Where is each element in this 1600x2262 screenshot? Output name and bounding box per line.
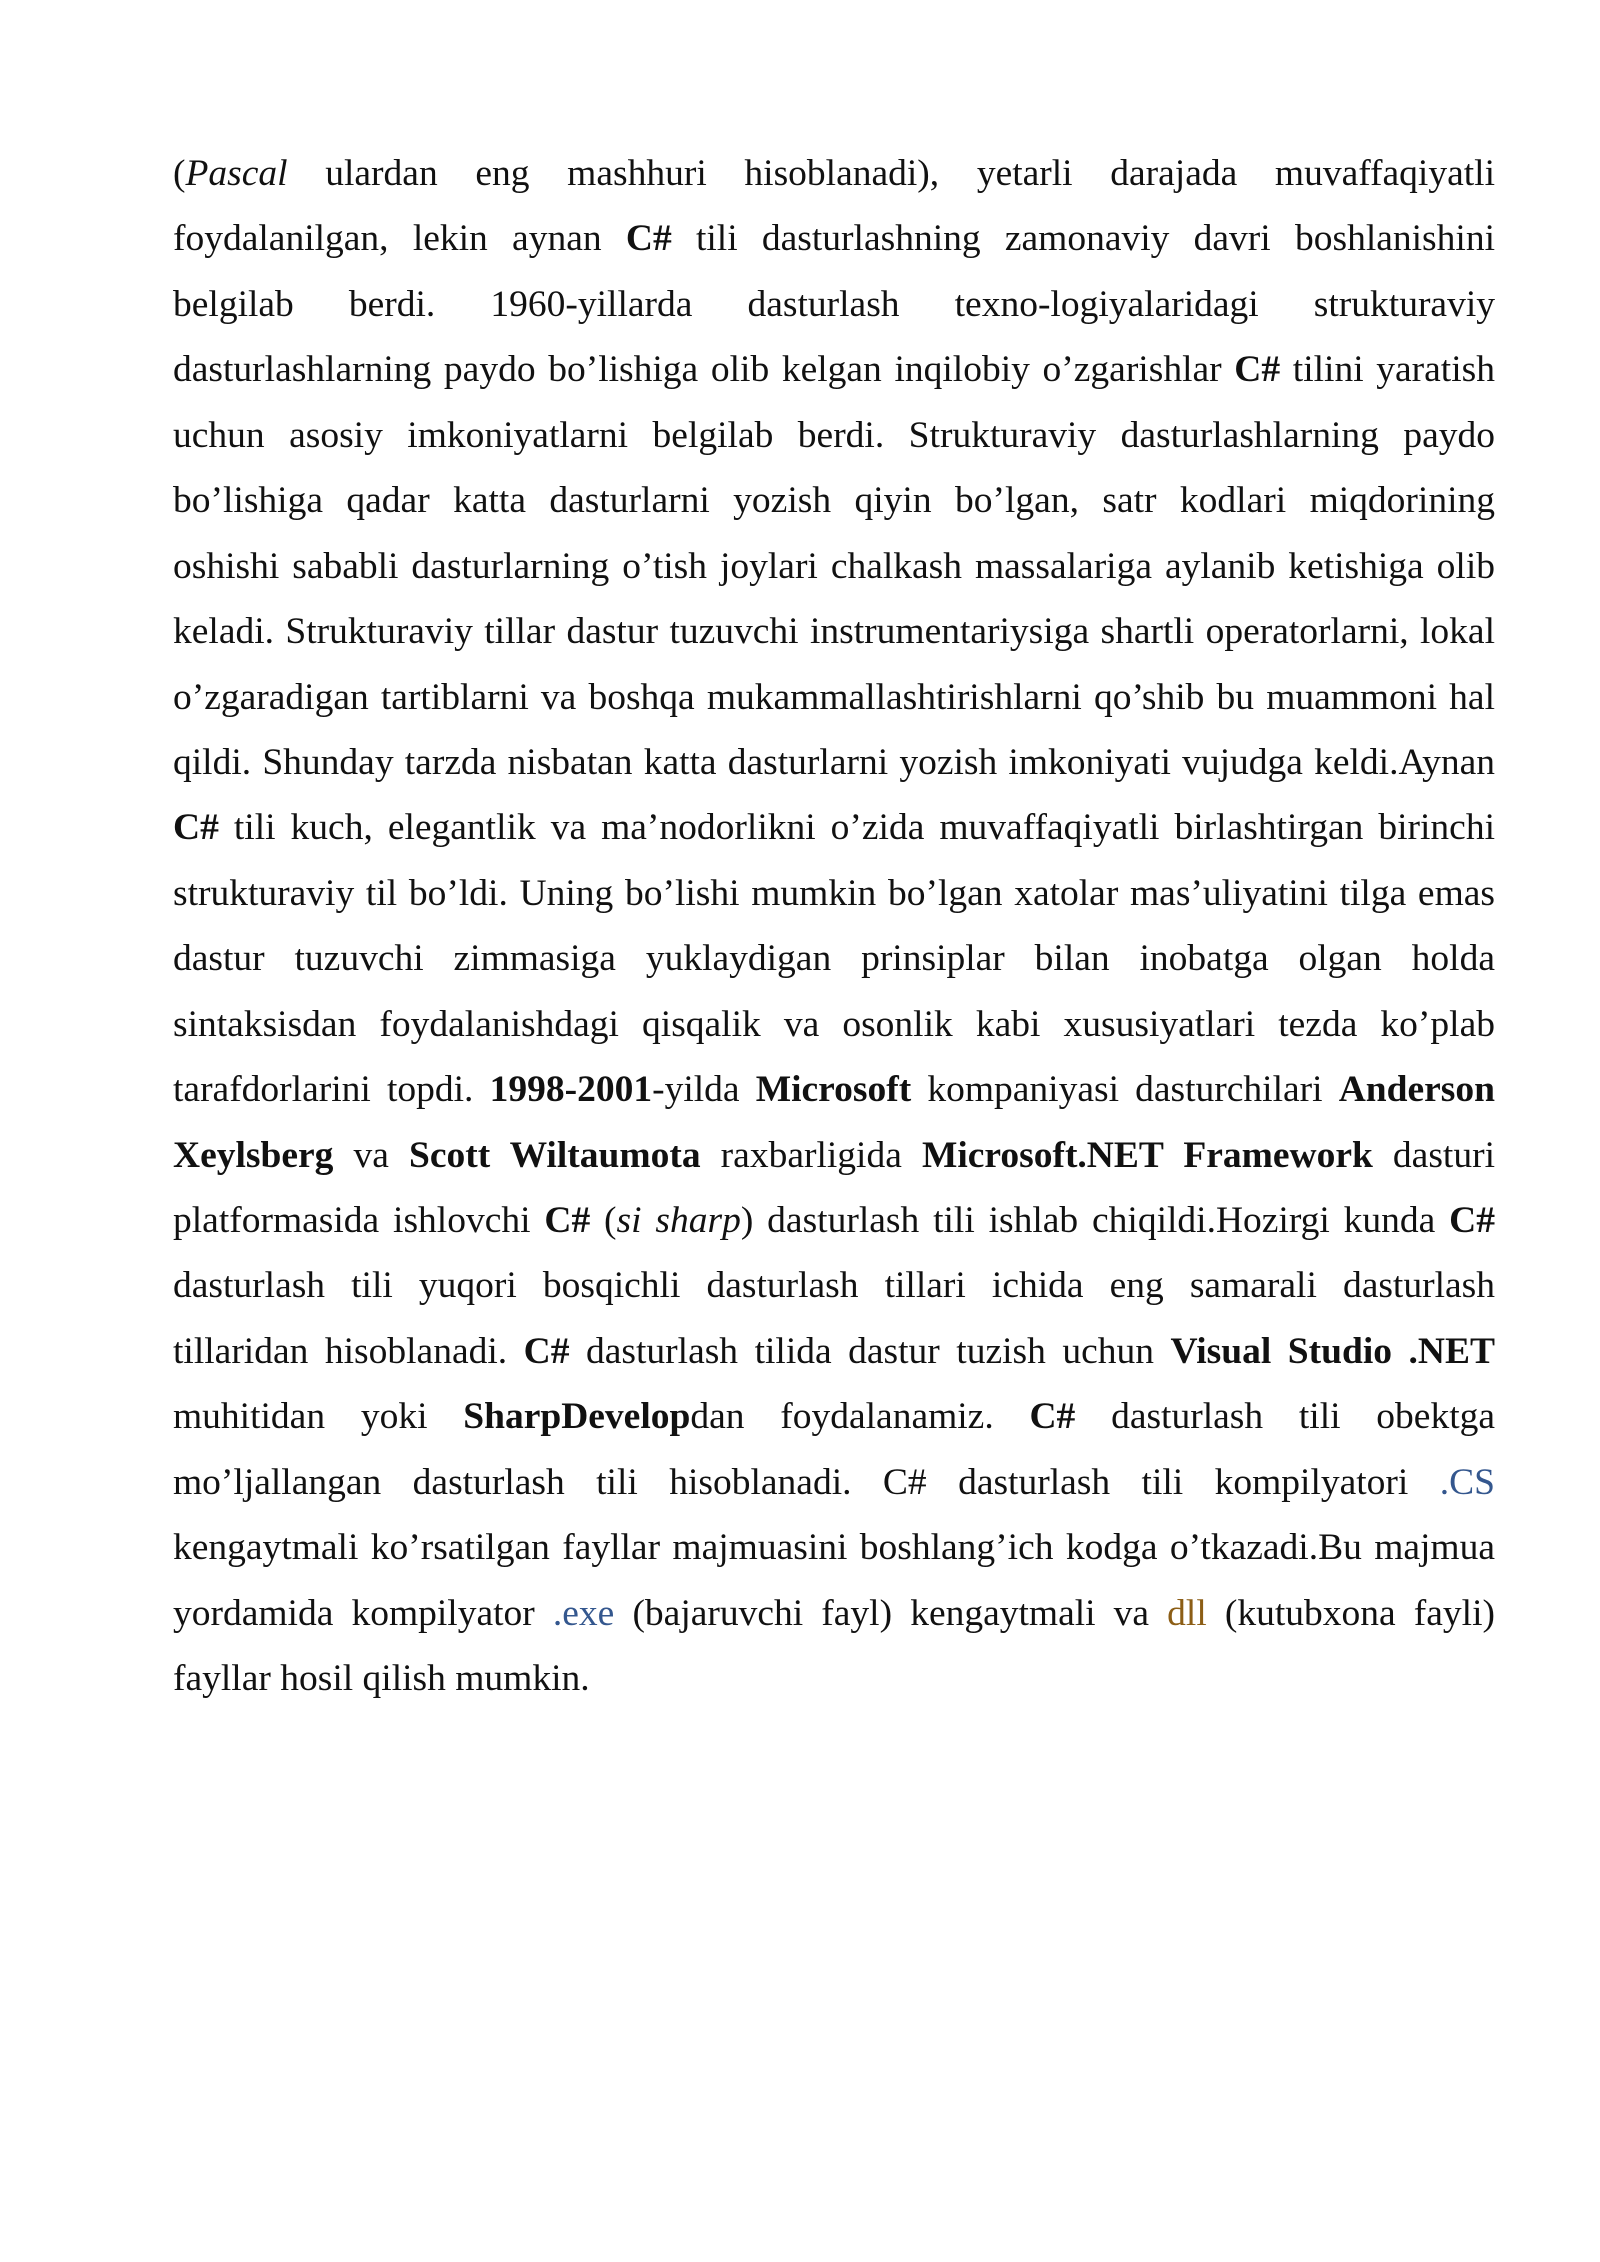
text-line	[173, 206, 1495, 271]
text-line	[173, 468, 1495, 533]
text-line	[173, 1319, 1495, 1384]
text-line	[173, 272, 1495, 337]
text-run: muhitidan yoki	[173, 1396, 464, 1438]
text-run: mo’ljallangan dasturlash tili hisoblanadi. C# dasturlash tili kompilyatori	[173, 1461, 1440, 1503]
text-run: va	[333, 1134, 409, 1176]
text-run: qildi. Shunday tarzda nisbatan katta dasturlarni yozish imkoniyati vujudga keldi.Aynan	[173, 741, 1495, 783]
bold-run: C#	[173, 807, 219, 849]
text-run: dasturlash tili obektga	[1075, 1396, 1496, 1438]
text-run: keladi. Strukturaviy tillar dastur tuzuvchi instrumentariysiga shartli operatorlarni, lokal	[173, 611, 1495, 653]
text-line	[173, 926, 1495, 991]
bold-run: C#	[1449, 1200, 1495, 1241]
text-run: (	[590, 1200, 617, 1241]
text-line	[173, 992, 1495, 1057]
italic-run: si sharp	[616, 1200, 741, 1241]
text-run: yordamida kompilyator	[173, 1592, 553, 1634]
italic-run: Pascal	[185, 153, 288, 194]
text-run: (bajaruvchi fayl) kengaytmali va	[614, 1592, 1168, 1634]
text-run: ) dasturlash tili ishlab chiqildi.Hozirgi kunda	[740, 1200, 1450, 1241]
text-line	[173, 1450, 1495, 1515]
bold-run: Microsoft	[755, 1069, 912, 1111]
text-run: dasturlash tilida dastur tuzish uchun	[569, 1330, 1171, 1372]
text-line	[173, 1057, 1495, 1122]
text-run: kompaniyasi dasturchilari	[911, 1069, 1339, 1111]
text-run: oshishi sababli dasturlarning o’tish joylari chalkash massalariga aylanib ketishiga olib	[173, 545, 1495, 587]
text-line	[173, 599, 1495, 664]
file-extension-exe: .exe	[552, 1592, 615, 1634]
bold-run: Xeylsberg	[173, 1134, 334, 1176]
text-line	[173, 665, 1495, 730]
text-run: tili kuch, elegantlik va ma’nodorlikni o’zida muvaffaqiyatli birlashtirgan birinchi	[218, 807, 1495, 849]
text-run: platformasida ishlovchi	[173, 1200, 545, 1241]
text-line	[173, 403, 1495, 468]
text-run: tili dasturlashning zamonaviy davri boshlanishini	[671, 218, 1495, 260]
text-line	[173, 1646, 1495, 1711]
bold-run: C#	[523, 1330, 570, 1372]
text-line	[173, 337, 1495, 402]
text-run: foydalanilgan, lekin aynan	[173, 218, 626, 260]
text-run: tilini yaratish	[1280, 349, 1495, 391]
text-run: -yilda	[652, 1069, 756, 1111]
text-run: kengaytmali ko’rsatilgan fayllar majmuasini boshlang’ich kodga o’tkazadi.Bu majmua	[173, 1527, 1495, 1569]
text-run: uchun asosiy imkoniyatlarni belgilab berdi. Strukturaviy dasturlashlarning paydo	[173, 414, 1495, 456]
file-extension-cs: .CS	[1439, 1461, 1495, 1503]
text-run: dasturlashlarning paydo bo’lishiga olib kelgan inqilobiy o’zgarishlar	[173, 349, 1235, 391]
bold-run: Visual Studio .NET	[1170, 1330, 1495, 1372]
text-run: belgilab berdi. 1960-yillarda dasturlash texno-logiyalaridagi strukturaviy	[173, 283, 1495, 325]
bold-run: SharpDevelop	[463, 1396, 691, 1438]
bold-run: Scott Wiltaumota	[408, 1134, 701, 1176]
bold-run: Microsoft.NET Framework	[921, 1134, 1373, 1176]
text-run: (	[173, 153, 186, 194]
text-line	[173, 1188, 1495, 1253]
text-run: o’zgaradigan tartiblarni va boshqa mukammallashtirishlarni qo’shib bu muammoni hal	[173, 676, 1495, 718]
text-line	[173, 1384, 1495, 1449]
bold-run: C#	[1234, 349, 1281, 391]
text-run: (kutubxona fayli)	[1206, 1592, 1495, 1634]
bold-run: C#	[544, 1200, 591, 1241]
bold-run: Anderson	[1338, 1069, 1495, 1111]
text-run: bo’lishiga qadar katta dasturlarni yozish qiyin bo’lgan, satr kodlari miqdorining	[173, 480, 1495, 522]
bold-run: C#	[625, 218, 672, 260]
text-line	[173, 861, 1495, 926]
text-line	[173, 795, 1495, 860]
text-run: ulardan eng mashhuri hisoblanadi), yetarli darajada muvaffaqiyatli	[287, 153, 1495, 194]
text-run: raxbarligida	[700, 1134, 922, 1176]
text-run: dasturlash tili yuqori bosqichli dasturlash tillari ichida eng samarali dasturlash	[173, 1265, 1495, 1307]
text-line	[173, 730, 1495, 795]
text-run: fayllar hosil qilish mumkin.	[173, 1658, 590, 1700]
text-line	[173, 1123, 1495, 1188]
body-paragraph	[173, 141, 1495, 1712]
bold-run: C#	[1029, 1396, 1076, 1438]
text-run: strukturaviy til bo’ldi. Uning bo’lishi mumkin bo’lgan xatolar mas’uliyatini tilga emas	[173, 872, 1495, 914]
text-run: tarafdorlarini topdi.	[173, 1069, 490, 1111]
text-run: sintaksisdan foydalanishdagi qisqalik va osonlik kabi xususiyatlari tezda ko’plab	[173, 1003, 1495, 1045]
text-line	[173, 1581, 1495, 1646]
text-run: dan foydalanamiz.	[690, 1396, 1030, 1438]
text-line	[173, 534, 1495, 599]
text-run: dastur tuzuvchi zimmasiga yuklaydigan prinsiplar bilan inobatga olgan holda	[173, 938, 1495, 980]
file-extension-dll: dll	[1167, 1592, 1207, 1634]
bold-run: 1998-2001	[489, 1069, 653, 1111]
text-line	[173, 1515, 1495, 1580]
text-line	[173, 1253, 1495, 1318]
text-line	[173, 141, 1495, 206]
text-run: dasturi	[1372, 1134, 1495, 1176]
text-run: tillaridan hisoblanadi.	[173, 1330, 524, 1372]
